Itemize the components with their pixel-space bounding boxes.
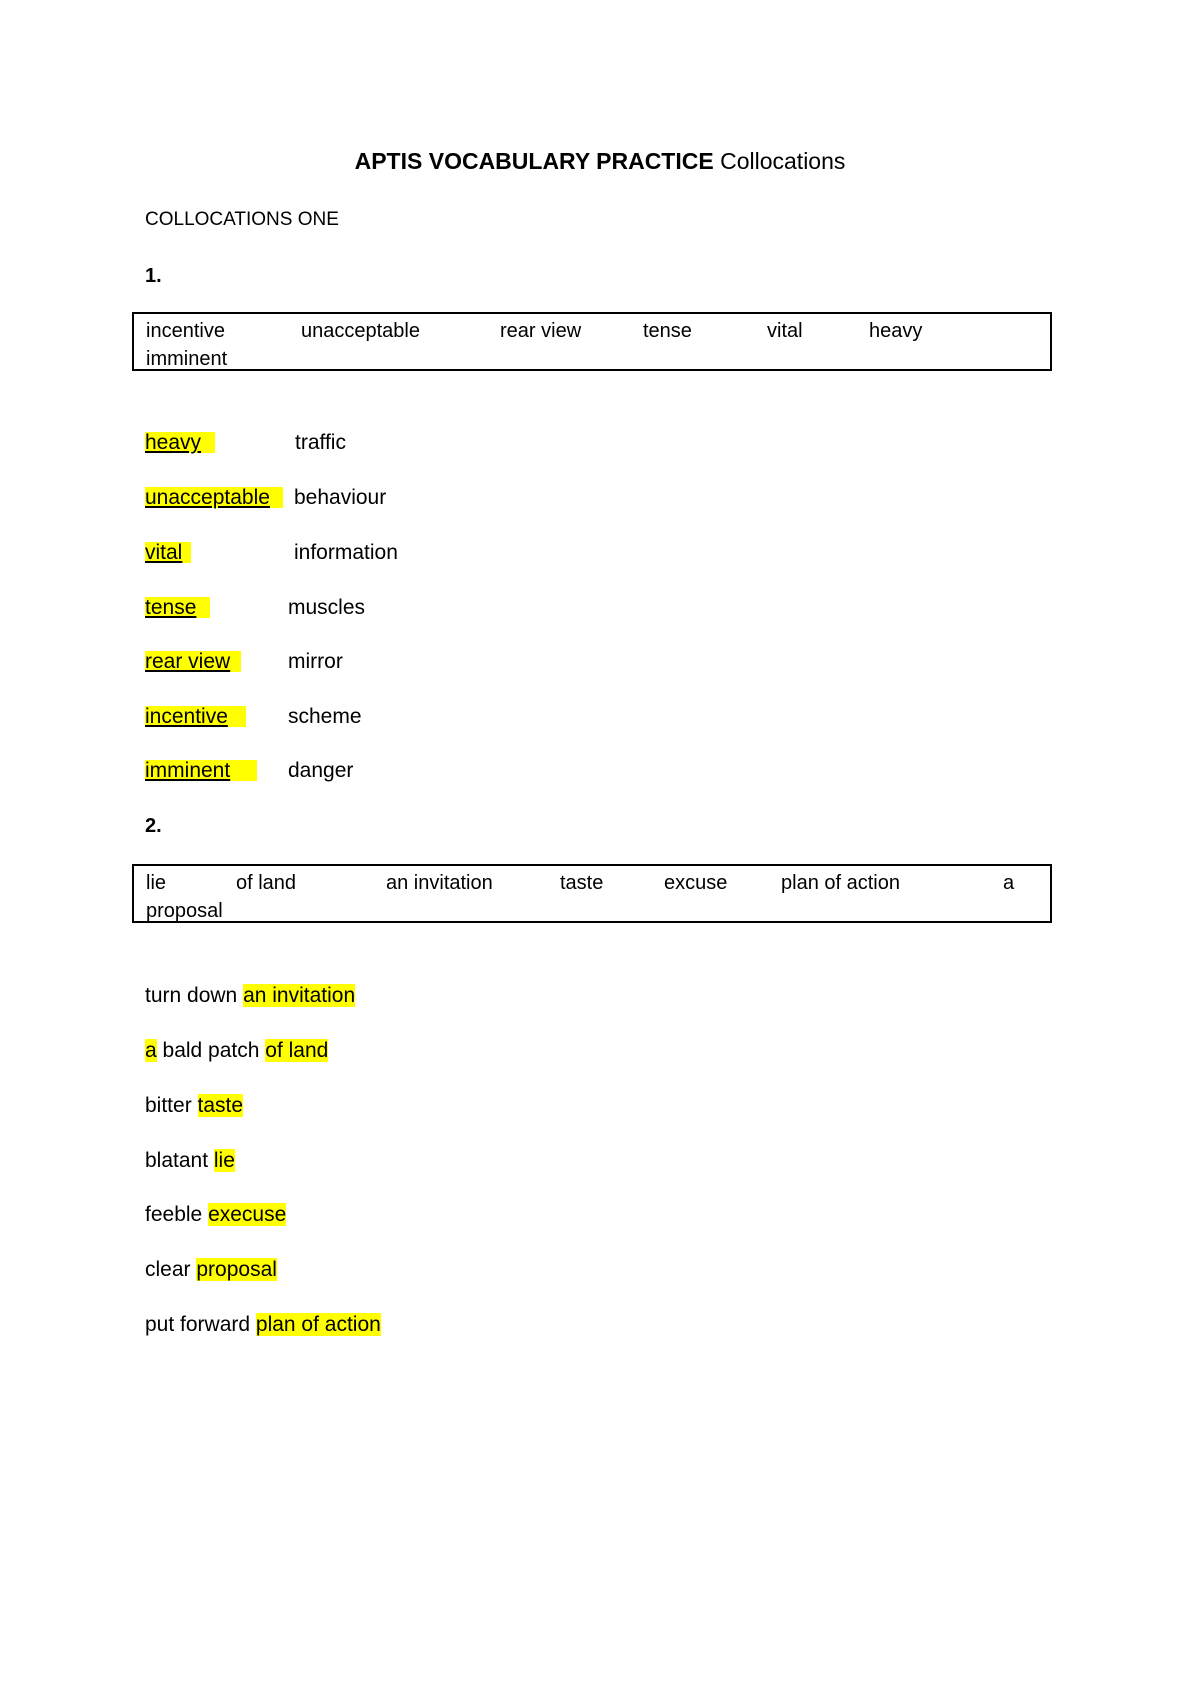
collocation-line [145,1094,243,1117]
collocation-line [145,1039,328,1062]
collocation-prefix: turn down [145,984,244,1007]
word-box-1 [132,312,1052,371]
highlighted-answer: lie [213,1149,235,1172]
word-box-item: tense [643,320,692,342]
collocation-line [145,1258,277,1281]
word-box-item: incentive [146,320,225,342]
page-title [0,150,1200,173]
collocation-noun: muscles [288,596,366,619]
word-box-item: plan of action [781,872,900,894]
collocation-line [145,1313,381,1336]
answer-row [145,651,241,672]
title-rest: Collocations [713,148,846,174]
collocation-noun: behaviour [294,486,387,509]
highlighted-answer: taste [197,1094,244,1117]
highlighted-answer: heavy [145,432,215,453]
word-box-2 [132,864,1052,923]
answer-row [145,487,283,508]
answer-row [145,432,215,453]
highlighted-answer: tense [145,597,210,618]
collocation-noun: information [294,541,398,564]
collocation-prefix: put forward [145,1313,256,1336]
collocation-line [145,1149,235,1172]
highlighted-answer: an invitation [243,984,356,1007]
collocation-line [145,1203,286,1226]
highlighted-answer: of land [265,1039,329,1062]
collocation-prefix: clear [145,1258,197,1281]
highlighted-answer: execuse [208,1203,287,1226]
answer-row [145,706,246,727]
exercise-number-2: 2. [145,815,162,837]
highlighted-answer: proposal [196,1258,277,1281]
highlighted-answer: imminent [145,760,257,781]
word-box-item: excuse [664,872,728,894]
word-box-item: imminent [146,348,228,370]
word-box-item: lie [146,872,167,894]
highlighted-answer: plan of action [255,1313,381,1336]
collocation-prefix: blatant [145,1149,214,1172]
word-box-item: unacceptable [301,320,420,342]
collocation-prefix: feeble [145,1203,209,1226]
word-box-item: of land [236,872,297,894]
highlighted-answer: rear view [145,651,241,672]
collocation-line [145,984,355,1007]
highlighted-answer: incentive [145,706,246,727]
exercise-number-1: 1. [145,265,162,287]
highlighted-answer: unacceptable [145,487,283,508]
highlighted-answer: vital [145,542,191,563]
answer-row [145,542,191,563]
word-box-item: taste [560,872,604,894]
collocation-noun: scheme [288,705,362,728]
collocation-noun: danger [288,759,354,782]
collocation-noun: mirror [288,650,343,673]
answer-row [145,760,257,781]
highlighted-answer: a [145,1039,157,1062]
collocation-noun: traffic [295,431,346,454]
section-heading: COLLOCATIONS ONE [145,209,339,230]
word-box-item: an invitation [386,872,493,894]
word-box-item: heavy [869,320,923,342]
answer-row [145,597,210,618]
word-box-item: rear view [500,320,582,342]
word-box-item: proposal [146,900,223,922]
title-bold: APTIS VOCABULARY PRACTICE [354,148,714,174]
word-box-item: vital [767,320,803,342]
collocation-prefix: bitter [145,1094,198,1117]
word-box-item: a [1003,872,1015,894]
collocation-middle: bald patch [156,1039,266,1062]
